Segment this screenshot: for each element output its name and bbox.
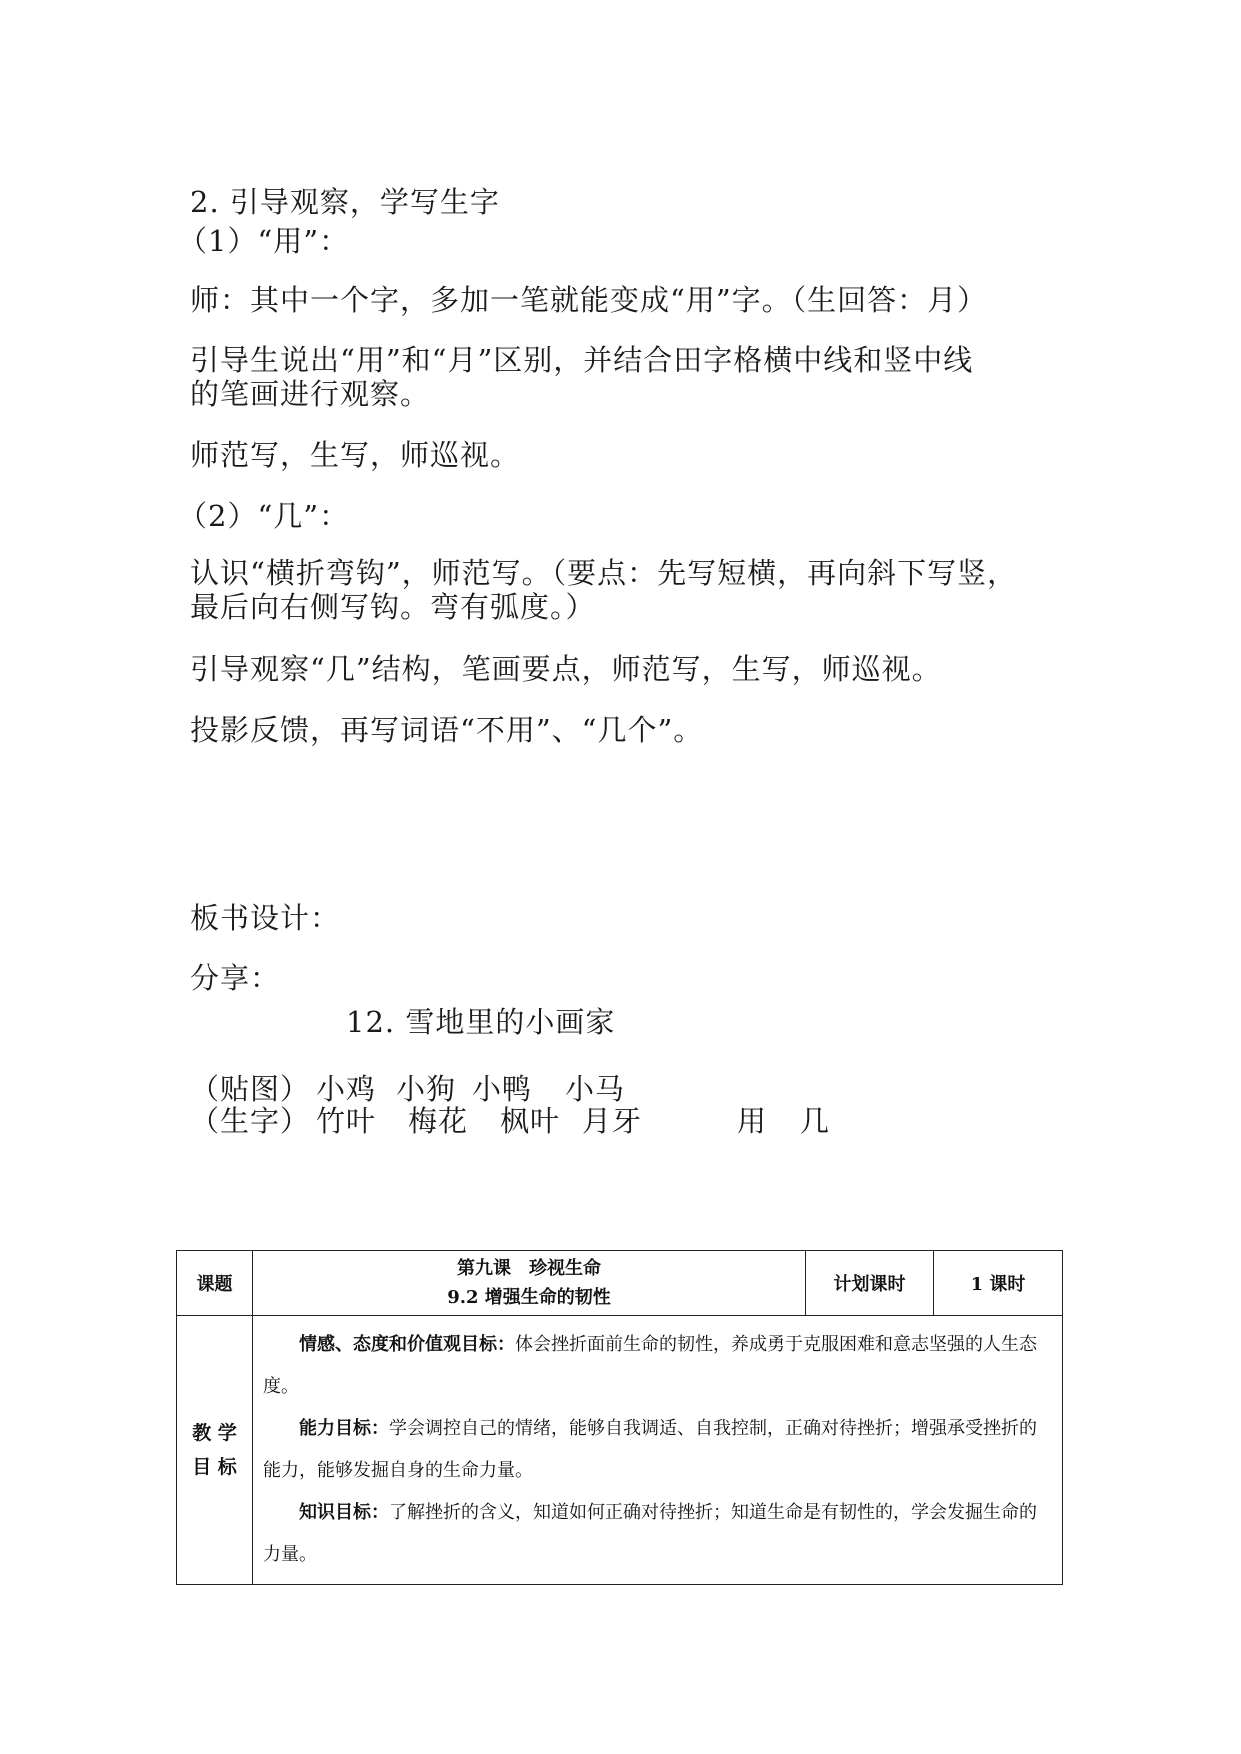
paragraph-structure: 引导观察“几”结构，笔画要点，师范写，生写，师巡视。 — [190, 652, 942, 686]
board-item: 小鸭 — [472, 1072, 533, 1106]
board-row-tag: （贴图） — [190, 1072, 311, 1106]
board-item: 小鸡 — [316, 1072, 377, 1106]
board-design-label: 板书设计： — [190, 901, 341, 935]
goals-label-cell — [177, 1316, 253, 1585]
lesson-title: 第九课 珍视生命 — [457, 1258, 601, 1279]
paragraph-compare-line2: 的笔画进行观察。 — [190, 377, 431, 411]
subheading-ji: （2）“几”： — [178, 499, 350, 533]
goal-label: 知识目标： — [299, 1502, 389, 1523]
goal-knowledge — [263, 1492, 1054, 1576]
board-title: 12. 雪地里的小画家 — [346, 1005, 616, 1039]
paragraph-model-writing: 师范写，生写，师巡视。 — [190, 438, 521, 472]
board-item: 竹叶 — [316, 1104, 377, 1138]
table-row — [177, 1251, 1063, 1316]
paragraph-stroke-line1: 认识“横折弯钩”，师范写。（要点：先写短横，再向斜下写竖， — [190, 556, 1018, 590]
goal-label: 能力目标： — [299, 1418, 389, 1439]
lesson-plan-table — [176, 1250, 1063, 1585]
paragraph-stroke-line2: 最后向右侧写钩。弯有弧度。） — [190, 590, 596, 624]
paragraph-compare-line1: 引导生说出“用”和“月”区别，并结合田字格横中线和竖中线 — [190, 343, 974, 377]
table-row — [177, 1316, 1063, 1585]
board-item: 用 — [737, 1104, 768, 1138]
board-share-label: 分享： — [190, 961, 281, 995]
board-row-tag: （生字） — [190, 1104, 311, 1138]
goal-text: 学会调控自己的情绪，能够自我调适、自我控制，正确对待挫折；增强承受挫折的能力，能够发掘自身的生命力量。 — [263, 1418, 1037, 1481]
topic-label: 课题 — [177, 1251, 253, 1316]
board-row-stickers — [190, 1072, 890, 1106]
board-item: 月牙 — [582, 1104, 643, 1138]
goals-content-cell — [253, 1316, 1063, 1585]
goal-label: 情感、态度和价值观目标： — [299, 1334, 515, 1355]
hours-value: 1 课时 — [934, 1251, 1063, 1316]
board-row-characters — [190, 1104, 910, 1138]
section-heading: 2. 引导观察，学写生字 — [190, 185, 500, 219]
lesson-subtitle: 9.2 增强生命的韧性 — [447, 1287, 611, 1308]
goal-ability — [263, 1408, 1054, 1492]
board-item: 梅花 — [408, 1104, 469, 1138]
goal-text: 了解挫折的含义，知道如何正确对待挫折；知道生命是有韧性的，学会发掘生命的力量。 — [263, 1502, 1037, 1565]
board-item: 小狗 — [396, 1072, 457, 1106]
goal-text: 体会挫折面前生命的韧性，养成勇于克服困难和意志坚强的人生态度。 — [263, 1334, 1037, 1397]
goals-label-line2: 目 标 — [192, 1456, 237, 1478]
hours-label: 计划课时 — [806, 1251, 934, 1316]
goals-label-line1: 教 学 — [192, 1422, 237, 1444]
board-item: 几 — [800, 1104, 831, 1138]
paragraph-feedback: 投影反馈，再写词语“不用”、“几个”。 — [190, 713, 704, 747]
board-item: 枫叶 — [500, 1104, 561, 1138]
subheading-yong: （1）“用”： — [178, 224, 350, 258]
board-item: 小马 — [565, 1072, 626, 1106]
goal-emotion — [263, 1324, 1054, 1408]
lesson-title-cell — [253, 1251, 806, 1316]
paragraph-teacher-question: 师：其中一个字，多加一笔就能变成“用”字。（生回答：月） — [190, 283, 988, 317]
